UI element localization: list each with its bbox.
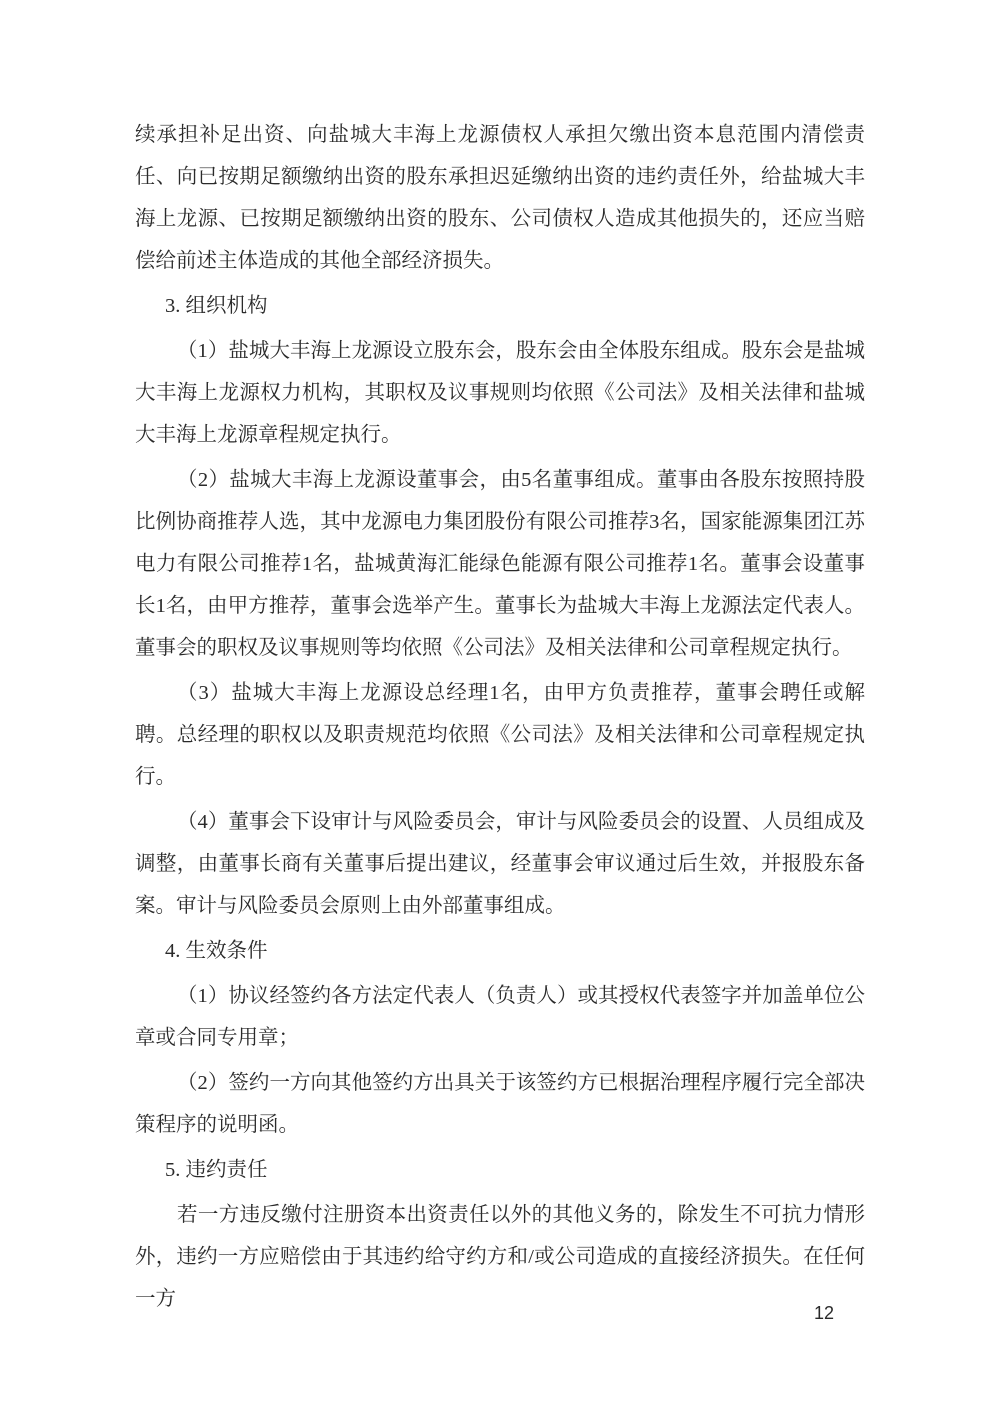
body-paragraph: （3）盐城大丰海上龙源设总经理1名，由甲方负责推荐，董事会聘任或解聘。总经理的职权以及职责规范均依照《公司法》及相关法律和公司章程规定执行。: [135, 682, 865, 788]
section-heading: 5. 违约责任: [165, 1159, 268, 1181]
body-paragraph: 续承担补足出资、向盐城大丰海上龙源债权人承担欠缴出资本息范围内清偿责任、向已按期足额缴纳出资的股东承担迟延缴纳出资的违约责任外，给盐城大丰海上龙源、已按期足额缴纳出资的股东、公司债权人造成其他损失的，还应当赔偿给前述主体造成的其他全部经济损失。: [135, 124, 865, 272]
body-paragraph: （2）盐城大丰海上龙源设董事会，由5名董事组成。董事由各股东按照持股比例协商推荐人选，其中龙源电力集团股份有限公司推荐3名，国家能源集团江苏电力有限公司推荐1名，盐城黄海汇能绿色能源有限公司推荐1名。董事会设董事长1名，由甲方推荐，董事会选举产生。董事长为盐城大丰海上龙源法定代表人。董事会的职权及议事规则等均依照《公司法》及相关法律和公司章程规定执行。: [135, 469, 865, 659]
body-paragraph: （1）盐城大丰海上龙源设立股东会，股东会由全体股东组成。股东会是盐城大丰海上龙源权力机构，其职权及议事规则均依照《公司法》及相关法律和盐城大丰海上龙源章程规定执行。: [135, 340, 865, 446]
body-paragraph: 若一方违反缴付注册资本出资责任以外的其他义务的，除发生不可抗力情形外，违约一方应赔偿由于其违约给守约方和/或公司造成的直接经济损失。在任何一方: [135, 1204, 865, 1310]
section-heading: 4. 生效条件: [165, 940, 268, 962]
body-paragraph: （2）签约一方向其他签约方出具关于该签约方已根据治理程序履行完全部决策程序的说明函。: [135, 1072, 865, 1136]
document-body: [135, 114, 865, 1323]
body-paragraph: （4）董事会下设审计与风险委员会，审计与风险委员会的设置、人员组成及调整，由董事长商有关董事后提出建议，经董事会审议通过后生效，并报股东备案。审计与风险委员会原则上由外部董事组成。: [135, 811, 865, 917]
page-number: 12: [813, 1303, 835, 1323]
section-heading: 3. 组织机构: [165, 295, 268, 317]
body-paragraph: （1）协议经签约各方法定代表人（负责人）或其授权代表签字并加盖单位公章或合同专用章；: [135, 985, 865, 1049]
